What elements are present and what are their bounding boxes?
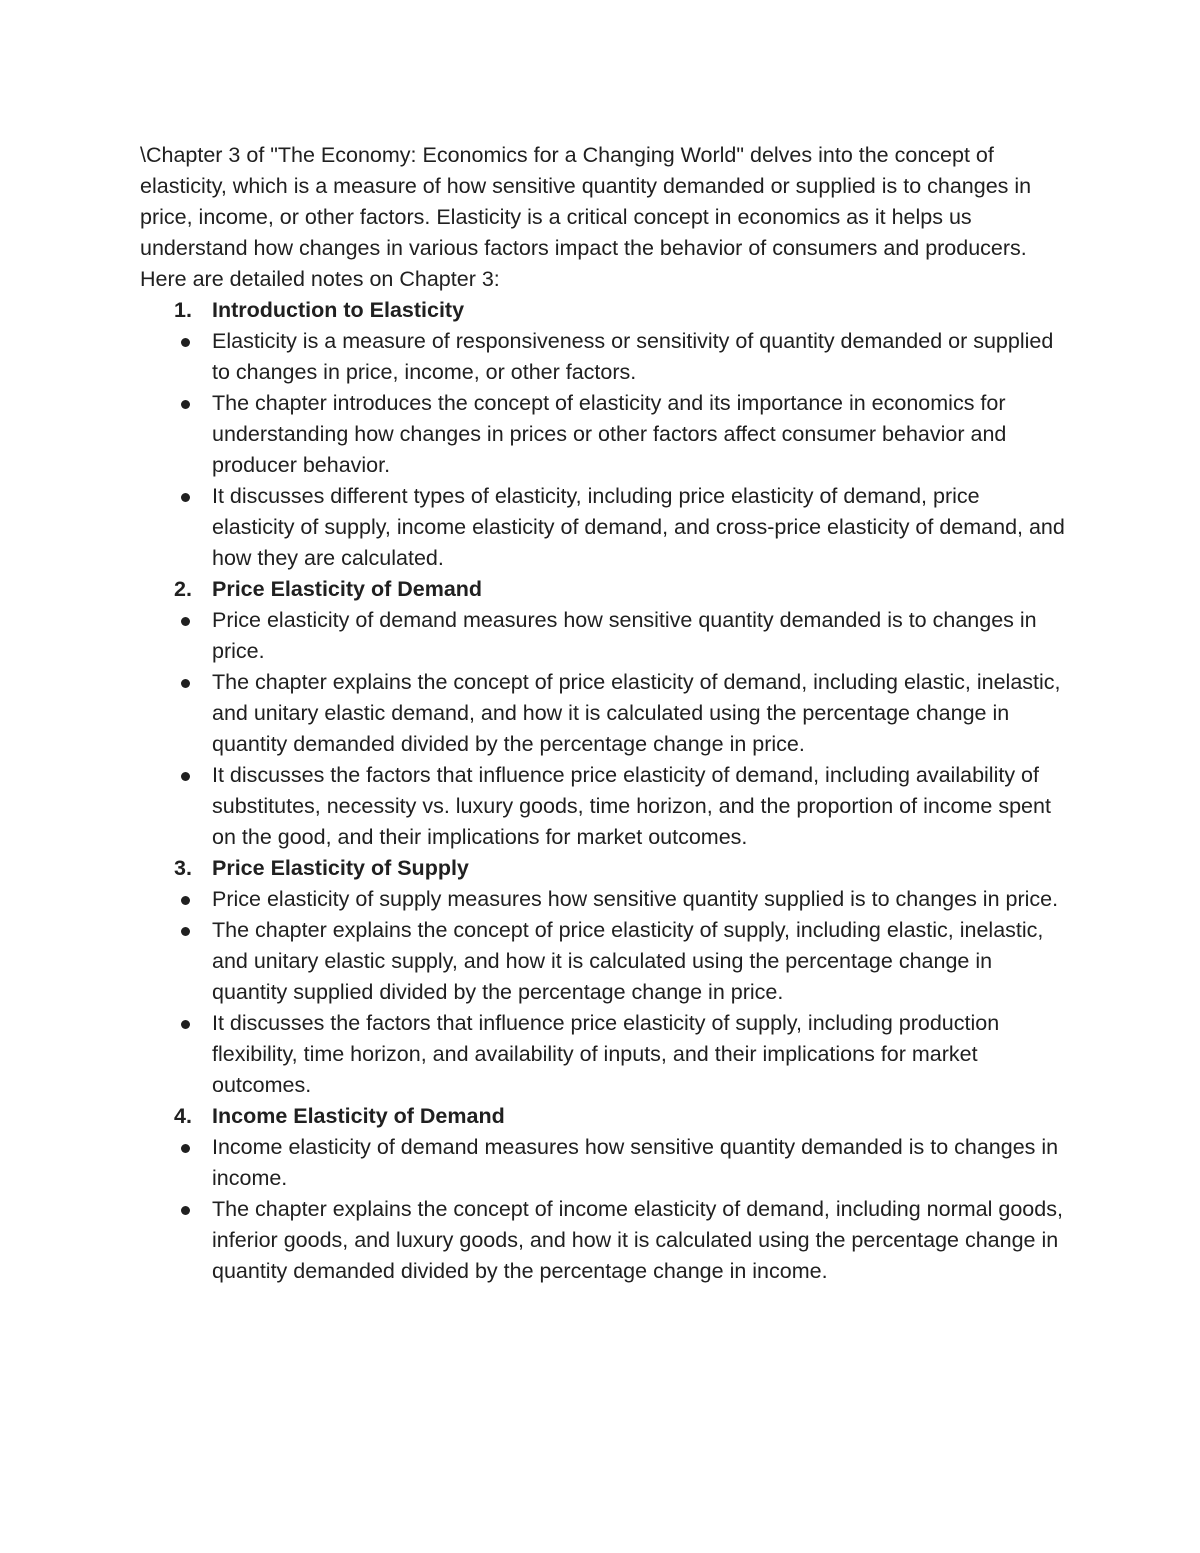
section-heading: [140, 574, 1065, 605]
section-number: 4.: [174, 1104, 192, 1128]
section-heading: [140, 853, 1065, 884]
bullet-item: [140, 388, 1065, 481]
bullet-icon: [140, 667, 212, 760]
bullet-icon: [140, 481, 212, 574]
bullet-item: [140, 481, 1065, 574]
bullet-item: [140, 605, 1065, 667]
bullet-item: [140, 326, 1065, 388]
bullet-icon: [140, 1132, 212, 1194]
bullet-item: [140, 760, 1065, 853]
bullet-text: Price elasticity of supply measures how sensitive quantity supplied is to changes in price.: [212, 887, 1059, 911]
bullet-text: The chapter introduces the concept of elasticity and its importance in economics for understanding how changes in prices or other factors affect consumer behavior and producer behavior.: [212, 391, 1007, 477]
bullet-icon: [140, 388, 212, 481]
document-page: [140, 140, 1065, 1287]
section-number: 3.: [174, 856, 192, 880]
bullet-icon: [140, 1194, 212, 1287]
bullet-text: It discusses the factors that influence price elasticity of demand, including availability of substitutes, necessity vs. luxury goods, time horizon, and the proportion of income spent on the good, and their implications for market outcomes.: [212, 763, 1051, 849]
section-number: 1.: [174, 298, 192, 322]
bullet-item: [140, 915, 1065, 1008]
bullet-text: It discusses different types of elasticity, including price elasticity of demand, price elasticity of supply, income elasticity of demand, and cross-price elasticity of demand, and how they are calculated.: [212, 484, 1065, 570]
section-introduction-to-elasticity: [140, 295, 1065, 574]
bullet-icon: [140, 1008, 212, 1101]
bullet-text: It discusses the factors that influence price elasticity of supply, including production flexibility, time horizon, and availability of inputs, and their implications for market outcomes.: [212, 1011, 1000, 1097]
section-title: Price Elasticity of Demand: [212, 577, 483, 601]
section-title: Price Elasticity of Supply: [212, 856, 469, 880]
bullet-icon: [140, 326, 212, 388]
section-title: Introduction to Elasticity: [212, 298, 465, 322]
bullet-text: Elasticity is a measure of responsiveness or sensitivity of quantity demanded or supplied to changes in price, income, or other factors.: [212, 329, 1054, 384]
bullet-text: The chapter explains the concept of income elasticity of demand, including normal goods, inferior goods, and luxury goods, and how it is calculated using the percentage change in quantity demanded divided by the percentage change in income.: [212, 1197, 1063, 1283]
bullet-icon: [140, 915, 212, 1008]
bullet-item: [140, 667, 1065, 760]
section-number: 2.: [174, 577, 192, 601]
bullet-text: The chapter explains the concept of price elasticity of supply, including elastic, inelastic, and unitary elastic supply, and how it is calculated using the percentage change in quantity supplied divided by the percentage change in price.: [212, 918, 1044, 1004]
bullet-text: The chapter explains the concept of price elasticity of demand, including elastic, inelastic, and unitary elastic demand, and how it is calculated using the percentage change in quantity demanded divided by the percentage change in price.: [212, 670, 1061, 756]
bullet-icon: [140, 605, 212, 667]
intro-paragraph: \Chapter 3 of "The Economy: Economics for a Changing World" delves into the concept of elasticity, which is a measure of how sensitive quantity demanded or supplied is to changes in price, income, or other factors. Elasticity is a critical concept in economics as it helps us understand how changes in various factors impact the behavior of consumers and producers. Here are detailed notes on Chapter 3:: [140, 143, 1032, 291]
bullet-icon: [140, 760, 212, 853]
bullet-item: [140, 884, 1065, 915]
bullet-icon: [140, 884, 212, 915]
section-heading: [140, 295, 1065, 326]
section-heading: [140, 1101, 1065, 1132]
bullet-item: [140, 1194, 1065, 1287]
bullet-item: [140, 1132, 1065, 1194]
bullet-text: Income elasticity of demand measures how sensitive quantity demanded is to changes in income.: [212, 1135, 1059, 1190]
bullet-item: [140, 1008, 1065, 1101]
bullet-text: Price elasticity of demand measures how sensitive quantity demanded is to changes in price.: [212, 608, 1037, 663]
section-income-elasticity-of-demand: [140, 1101, 1065, 1287]
section-title: Income Elasticity of Demand: [212, 1104, 505, 1128]
section-price-elasticity-of-supply: [140, 853, 1065, 1101]
section-price-elasticity-of-demand: [140, 574, 1065, 853]
